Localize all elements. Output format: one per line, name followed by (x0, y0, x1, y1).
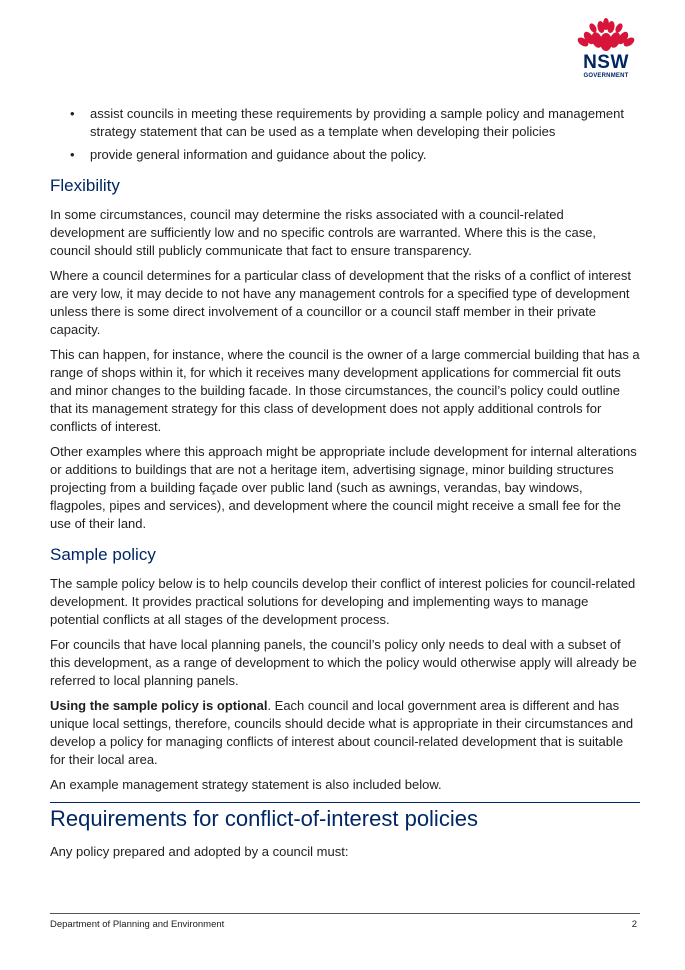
paragraph: Where a council determines for a particular class of development that the risks of a conflict of interest are very low, it may decide to not have any management controls for a specified type of development unless there is some direct involvement of a councillor or a council staff member in their private capacity. (50, 268, 631, 337)
paragraph: Other examples where this approach might be appropriate include development for internal alterations or additions to buildings that are not a heritage item, advertising signage, minor building structures projecting from a building façade over public land (such as awnings, verandas, bay windows, flagpoles, pipes and services), and development where the council might receive a small fee for the use of their land. (50, 444, 637, 531)
bullet-list (50, 105, 640, 164)
paragraph: For councils that have local planning panels, the council’s policy only needs to deal with a subset of this development, as a range of development to which the policy would otherwise apply will already be referred to local planning panels. (50, 637, 637, 688)
footer-department: Department of Planning and Environment (50, 919, 225, 930)
paragraph: In some circumstances, council may determine the risks associated with a council-related development are sufficiently low and no specific controls are warranted. Where this is the case, council should still publicly communicate that fact to ensure transparency. (50, 207, 597, 258)
paragraph: An example management strategy statement is also included below. (50, 777, 442, 792)
logo-brand: NSW (583, 52, 629, 73)
list-item: • provide general information and guidance about the policy. (90, 146, 640, 164)
flexibility-heading: Flexibility (50, 176, 120, 195)
waratah-icon (575, 18, 637, 54)
nsw-government-logo (575, 18, 637, 82)
paragraph: This can happen, for instance, where the council is the owner of a large commercial building that has a range of shops within it, for which it receives many development applications for commercial fit outs and minor changes to the building facade. In those circumstances, the council’s policy could outline that its management strategy for this class of development does not apply additional controls for conflicts of interest. (50, 347, 640, 434)
paragraph-text: . Each council and local government area is different and has unique local settings, therefore, councils should decide what is appropriate in their circumstances and develop a policy for managing conflicts of interest about council-related development that is suitable for their local area. (50, 698, 634, 767)
main-content (50, 105, 640, 868)
page-footer (50, 913, 640, 930)
paragraph (50, 697, 640, 769)
sample-policy-heading: Sample policy (50, 545, 156, 564)
requirements-heading: Requirements for conflict-of-interest policies (50, 806, 478, 831)
paragraph: The sample policy below is to help councils develop their conflict of interest policies for council-related development. It provides practical solutions for developing and implementing ways to manage potential conflicts at all stages of the development process. (50, 576, 636, 627)
list-item: • assist councils in meeting these requirements by providing a sample policy and management strategy statement that can be used as a template when developing their policies (90, 105, 640, 141)
section-divider (50, 802, 640, 833)
page-number: 2 (631, 919, 637, 930)
paragraph: Any policy prepared and adopted by a council must: (50, 844, 349, 859)
bold-phrase: Using the sample policy is optional (50, 698, 268, 713)
logo-subtitle: GOVERNMENT (583, 73, 629, 79)
